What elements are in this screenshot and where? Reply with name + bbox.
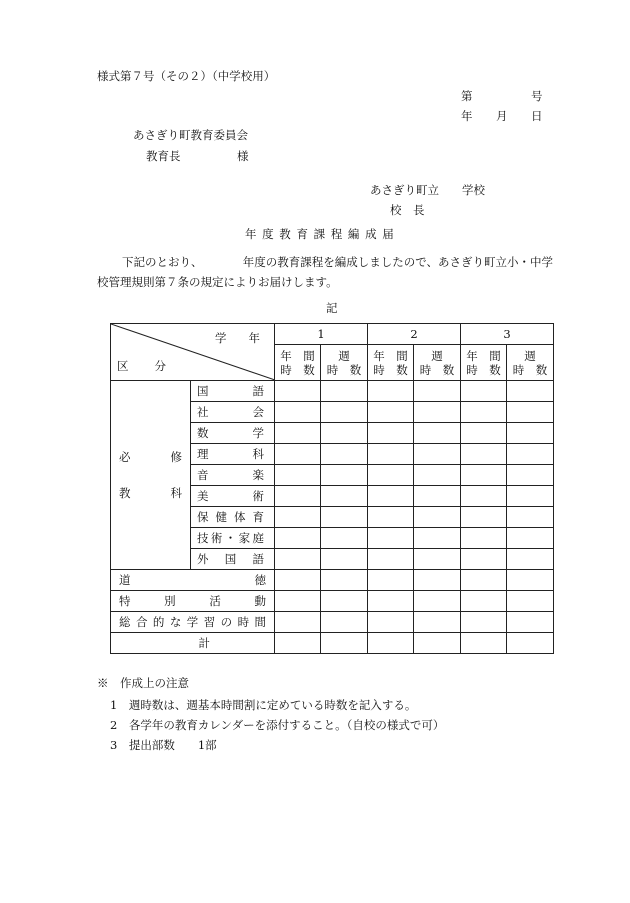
extra-row: [111, 591, 554, 612]
entry-cell[interactable]: [368, 465, 414, 486]
entry-cell[interactable]: [275, 507, 321, 528]
date-day: 日: [531, 109, 543, 123]
entry-cell[interactable]: [507, 402, 554, 423]
subject-name: 社 会: [191, 402, 275, 423]
entry-cell[interactable]: [275, 423, 321, 444]
weekly-hours-header: 週 時 数: [321, 345, 368, 381]
subject-name: 数 学: [191, 423, 275, 444]
entry-cell[interactable]: [414, 507, 461, 528]
entry-cell[interactable]: [321, 570, 368, 591]
ki-label: 記: [326, 301, 338, 315]
entry-cell[interactable]: [461, 591, 507, 612]
extra-row: [111, 612, 554, 633]
subject-name: 音 楽: [191, 465, 275, 486]
entry-cell[interactable]: [507, 591, 554, 612]
entry-cell[interactable]: [507, 465, 554, 486]
subject-name: 保 健 体 育: [191, 507, 275, 528]
entry-cell[interactable]: [507, 633, 554, 654]
sender-principal: 校 長: [390, 203, 425, 217]
addressee-title: 教育長: [146, 149, 181, 163]
grade-1-header: 1: [275, 324, 368, 345]
curriculum-table: [110, 323, 554, 654]
header-gakunen: 学 年: [215, 331, 260, 345]
entry-cell[interactable]: [414, 612, 461, 633]
header-diagonal-cell: [111, 324, 275, 381]
entry-cell[interactable]: [275, 528, 321, 549]
entry-cell[interactable]: [368, 528, 414, 549]
entry-cell[interactable]: [275, 402, 321, 423]
entry-cell[interactable]: [275, 549, 321, 570]
entry-cell[interactable]: [507, 612, 554, 633]
entry-cell[interactable]: [275, 465, 321, 486]
entry-cell[interactable]: [507, 444, 554, 465]
entry-cell[interactable]: [414, 633, 461, 654]
note-item-1: 1 週時数は、週基本時間割に定めている時数を記入する。: [110, 698, 417, 712]
entry-cell[interactable]: [275, 444, 321, 465]
subject-name: 国 語: [191, 381, 275, 402]
addressee-org: あさぎり町教育委員会: [133, 128, 248, 142]
entry-cell[interactable]: [414, 486, 461, 507]
entry-cell[interactable]: [461, 507, 507, 528]
grade-2-header: 2: [368, 324, 461, 345]
required-subjects-label: 必 修 教 科: [111, 381, 191, 570]
entry-cell[interactable]: [368, 570, 414, 591]
extra-row: [111, 570, 554, 591]
entry-cell[interactable]: [414, 465, 461, 486]
weekly-hours-header: 週 時 数: [507, 345, 554, 381]
entry-cell[interactable]: [321, 612, 368, 633]
entry-cell[interactable]: [368, 381, 414, 402]
grade-3-header: 3: [461, 324, 554, 345]
sender-school: あさぎり町立 学校: [370, 183, 485, 197]
entry-cell[interactable]: [275, 591, 321, 612]
subject-row: [111, 381, 554, 402]
entry-cell[interactable]: [368, 549, 414, 570]
entry-cell[interactable]: [321, 402, 368, 423]
entry-cell[interactable]: [507, 381, 554, 402]
annual-hours-header: 年 間 時 数: [275, 345, 321, 381]
entry-cell[interactable]: [368, 507, 414, 528]
entry-cell[interactable]: [507, 423, 554, 444]
entry-cell[interactable]: [321, 381, 368, 402]
body-line-2: 校管理規則第７条の規定によりお届けします。: [97, 275, 338, 289]
entry-cell[interactable]: [461, 549, 507, 570]
addressee-honorific: 様: [237, 149, 249, 163]
entry-cell[interactable]: [321, 633, 368, 654]
entry-cell[interactable]: [368, 612, 414, 633]
header-kubun: 区 分: [117, 359, 166, 373]
annual-hours-header: 年 間 時 数: [368, 345, 414, 381]
entry-cell[interactable]: [414, 444, 461, 465]
entry-cell[interactable]: [321, 549, 368, 570]
total-row: [111, 633, 554, 654]
note-item-3: 3 提出部数 1部: [110, 738, 217, 752]
subject-name: 美 術: [191, 486, 275, 507]
entry-cell[interactable]: [461, 444, 507, 465]
entry-cell[interactable]: [507, 549, 554, 570]
entry-cell[interactable]: [507, 528, 554, 549]
entry-cell[interactable]: [507, 507, 554, 528]
entry-cell[interactable]: [321, 486, 368, 507]
extra-row-label: 道 徳: [111, 570, 275, 591]
entry-cell[interactable]: [461, 570, 507, 591]
entry-cell[interactable]: [461, 528, 507, 549]
entry-cell[interactable]: [275, 633, 321, 654]
entry-cell[interactable]: [507, 486, 554, 507]
entry-cell[interactable]: [368, 423, 414, 444]
entry-cell[interactable]: [321, 591, 368, 612]
note-item-2: 2 各学年の教育カレンダーを添付すること。（自校の様式で可）: [110, 718, 445, 732]
entry-cell[interactable]: [461, 381, 507, 402]
entry-cell[interactable]: [321, 465, 368, 486]
entry-cell[interactable]: [414, 402, 461, 423]
entry-cell[interactable]: [321, 444, 368, 465]
total-label: 計: [111, 633, 275, 654]
entry-cell[interactable]: [414, 423, 461, 444]
entry-cell[interactable]: [321, 423, 368, 444]
entry-cell[interactable]: [461, 633, 507, 654]
subject-name: 外 国 語: [191, 549, 275, 570]
extra-row-label: 特 別 活 動: [111, 591, 275, 612]
number-prefix: 第: [461, 89, 473, 103]
entry-cell[interactable]: [321, 507, 368, 528]
entry-cell[interactable]: [461, 423, 507, 444]
date-month: 月: [496, 109, 508, 123]
entry-cell[interactable]: [321, 528, 368, 549]
entry-cell[interactable]: [461, 486, 507, 507]
weekly-hours-header: 週 時 数: [414, 345, 461, 381]
entry-cell[interactable]: [461, 612, 507, 633]
entry-cell[interactable]: [414, 381, 461, 402]
entry-cell[interactable]: [368, 402, 414, 423]
date-year: 年: [461, 109, 473, 123]
entry-cell[interactable]: [368, 486, 414, 507]
entry-cell[interactable]: [507, 570, 554, 591]
form-id: 様式第７号（その２）（中学校用）: [97, 69, 276, 83]
entry-cell[interactable]: [275, 381, 321, 402]
entry-cell[interactable]: [368, 633, 414, 654]
entry-cell[interactable]: [414, 570, 461, 591]
doc-title: 年 度 教 育 課 程 編 成 届: [245, 227, 395, 241]
entry-cell[interactable]: [414, 549, 461, 570]
annual-hours-header: 年 間 時 数: [461, 345, 507, 381]
entry-cell[interactable]: [461, 465, 507, 486]
entry-cell[interactable]: [414, 591, 461, 612]
notes-heading: ※ 作成上の注意: [97, 676, 189, 690]
entry-cell[interactable]: [414, 528, 461, 549]
extra-row-label: 総 合 的 な 学 習 の 時 間: [111, 612, 275, 633]
entry-cell[interactable]: [275, 570, 321, 591]
entry-cell[interactable]: [368, 444, 414, 465]
subject-name: 技 術 ・ 家 庭: [191, 528, 275, 549]
subject-name: 理 科: [191, 444, 275, 465]
number-suffix: 号: [531, 89, 543, 103]
entry-cell[interactable]: [275, 486, 321, 507]
entry-cell[interactable]: [275, 612, 321, 633]
entry-cell[interactable]: [368, 591, 414, 612]
entry-cell[interactable]: [461, 402, 507, 423]
body-line-1: 下記のとおり、 年度の教育課程を編成しましたので、あさぎり町立小・中学: [122, 255, 554, 269]
